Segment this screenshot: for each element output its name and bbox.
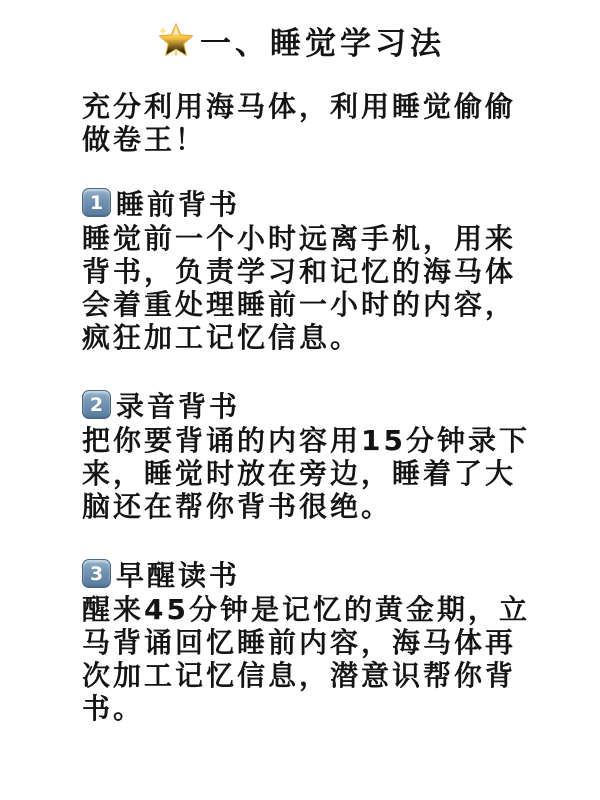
keycap-1-icon: 1 xyxy=(82,188,111,217)
page-title-text: 一、睡觉学习法 xyxy=(200,25,445,62)
section-1-body: 睡觉前一个小时远离手机，用来背书，负责学习和记忆的海马体会着重处理睡前一小时的内容，疯狂加工记忆信息。 xyxy=(82,222,517,354)
section-2-body: 把你要背诵的内容用15分钟录下来，睡觉时放在旁边，睡着了大脑还在帮你背书很绝。 xyxy=(82,424,530,523)
section-3-heading: 早醒读书 xyxy=(116,558,241,592)
section-1-heading: 睡前背书 xyxy=(116,187,241,221)
section-sleep-before xyxy=(82,186,534,354)
keycap-3-icon: 3 xyxy=(82,559,111,588)
section-1-header xyxy=(82,186,534,219)
section-3-body: 醒来45分钟是记忆的黄金期，立马背诵回忆睡前内容，海马体再次加工记忆信息，潜意识帮你背书。 xyxy=(82,593,530,725)
section-2-header xyxy=(82,388,534,421)
intro-paragraph: 充分利用海马体，利用睡觉偷偷做卷王！ xyxy=(82,90,517,156)
page-title xyxy=(55,18,545,62)
glowing-star-icon xyxy=(155,19,197,61)
section-early-wake xyxy=(82,557,534,725)
keycap-2-icon: 2 xyxy=(82,390,111,419)
section-record-audio xyxy=(82,388,534,523)
section-3-header xyxy=(82,557,534,590)
section-2-heading: 录音背书 xyxy=(116,389,241,423)
